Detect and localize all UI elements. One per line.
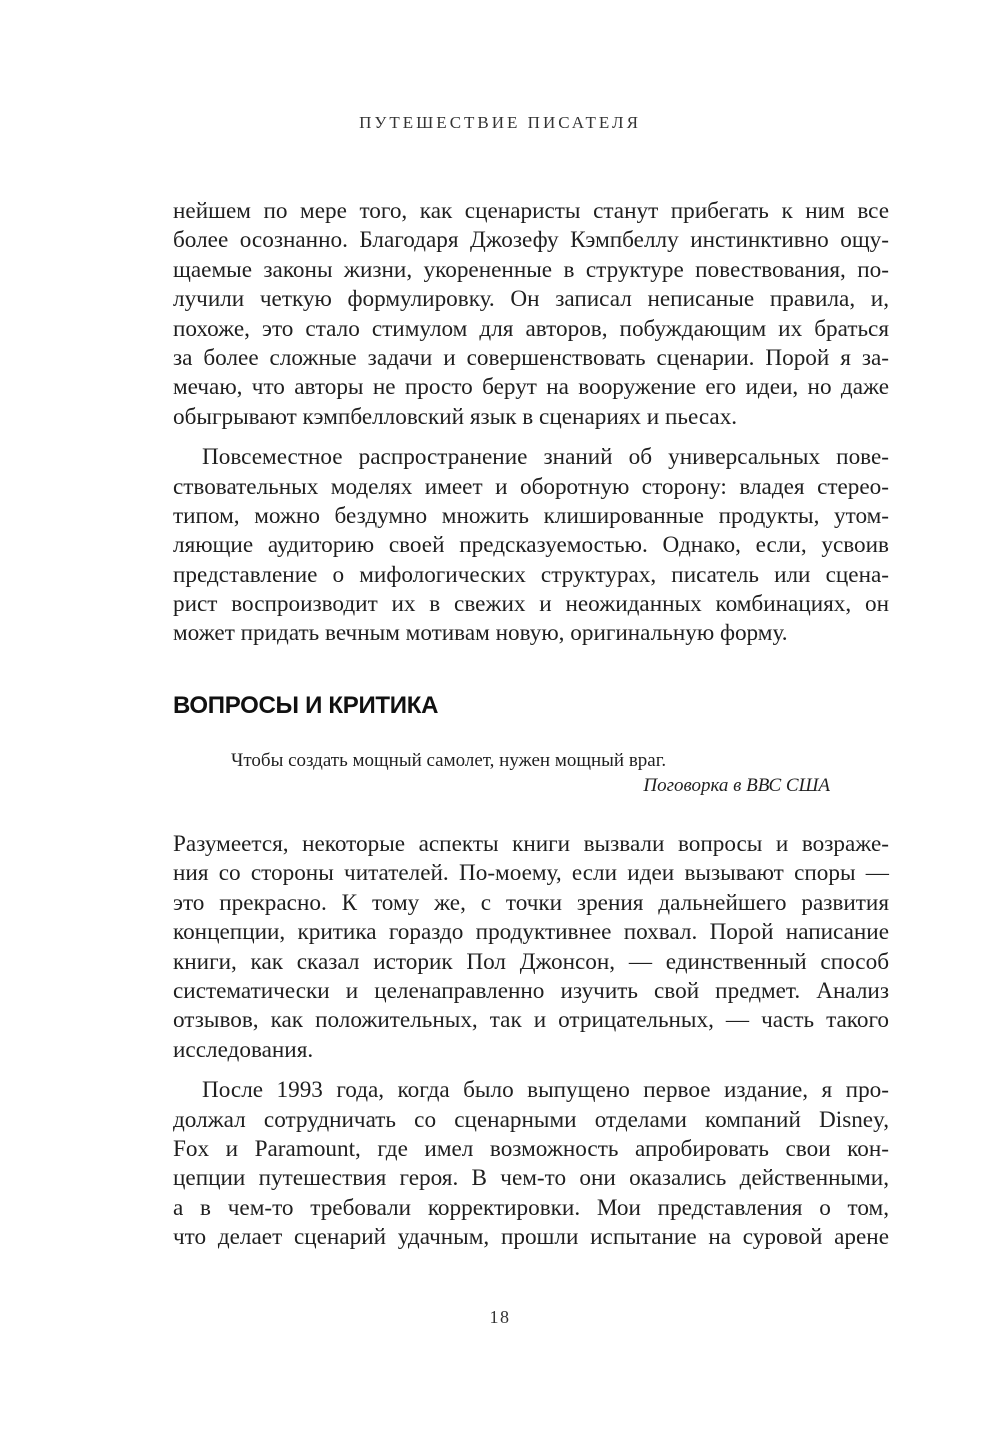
text-line: похоже, это стало стимулом для авторов, побуждающим их браться <box>173 315 889 342</box>
text-line: цепции путешествия героя. В чем-то они оказались действенными, <box>173 1165 889 1192</box>
text-line: более осознанно. Благодаря Джозефу Кэмпбеллу инстинктивно ощу- <box>173 227 889 254</box>
epigraph-quote: Чтобы создать мощный самолет, нужен мощный враг. <box>231 750 667 771</box>
text-line: ствовательных моделях имеет и оборотную сторону: владея стерео- <box>173 473 889 500</box>
text-line: Повсеместное распространение знаний об универсальных пове- <box>202 444 889 471</box>
text-line: типом, можно бездумно множить клишированные продукты, утом- <box>173 502 889 529</box>
text-line: Fox и Paramount, где имел возможность апробировать свои кон- <box>173 1135 889 1162</box>
text-line: это прекрасно. К тому же, с точки зрения дальнейшего развития <box>173 889 889 916</box>
section-heading: ВОПРОСЫ И КРИТИКА <box>173 692 439 719</box>
text-line: мечаю, что авторы не просто берут на вооружение его идеи, но даже <box>173 374 889 401</box>
text-line: нейшем по мере того, как сценаристы станут прибегать к ним все <box>173 198 889 224</box>
text-line: обыгрывают кэмпбелловский язык в сценариях и пьесах. <box>173 403 738 430</box>
text-line: лучили четкую формулировку. Он записал неписаные правила, и, <box>173 286 889 313</box>
text-line: концепции, критика гораздо продуктивнее похвал. Порой написание <box>173 919 889 946</box>
text-line: книги, как сказал историк Пол Джонсон, — единственный способ <box>173 948 889 975</box>
text-line: После 1993 года, когда было выпущено первое издание, я про- <box>202 1077 889 1104</box>
page-number: 18 <box>489 1307 511 1327</box>
epigraph-attribution: Поговорка в ВВС США <box>643 775 830 796</box>
paragraph <box>173 443 889 649</box>
text-line: Разумеется, некоторые аспекты книги вызвали вопросы и возраже- <box>173 831 889 857</box>
text-line: должал сотрудничать со сценарными отделами компаний Disney, <box>173 1106 889 1133</box>
text-line: исследования. <box>173 1036 314 1063</box>
text-line: рист воспроизводит их в свежих и неожиданных комбинациях, он <box>173 591 889 618</box>
text-line: отзывов, как положительных, так и отрицательных, — часть такого <box>173 1007 889 1034</box>
paragraph <box>173 1076 889 1252</box>
text-line: что делает сценарий удачным, прошли испытание на суровой арене <box>173 1224 889 1251</box>
running-head: ПУТЕШЕСТВИЕ ПИСАТЕЛЯ <box>359 113 641 132</box>
body-text-top <box>173 197 889 649</box>
paragraph <box>173 830 889 1065</box>
text-line: за более сложные задачи и совершенствовать сценарии. Порой я за- <box>173 344 889 371</box>
text-line: может придать вечным мотивам новую, оригинальную форму. <box>173 620 788 647</box>
text-line: систематически и целенаправленно изучить свой предмет. Анализ <box>173 977 889 1004</box>
text-line: представление о мифологических структурах, писатель или сцена- <box>173 561 889 588</box>
body-text-bottom <box>173 830 889 1252</box>
text-line: ния со стороны читателей. По-моему, если идеи вызывают споры — <box>173 860 889 887</box>
text-line: а в чем-то требовали корректировки. Мои представления о том, <box>173 1194 889 1221</box>
paragraph <box>173 197 889 432</box>
text-line: щаемые законы жизни, укорененные в структуре повествования, по- <box>173 256 889 283</box>
text-line: ляющие аудиторию своей предсказуемостью. Однако, если, усвоив <box>173 532 889 559</box>
